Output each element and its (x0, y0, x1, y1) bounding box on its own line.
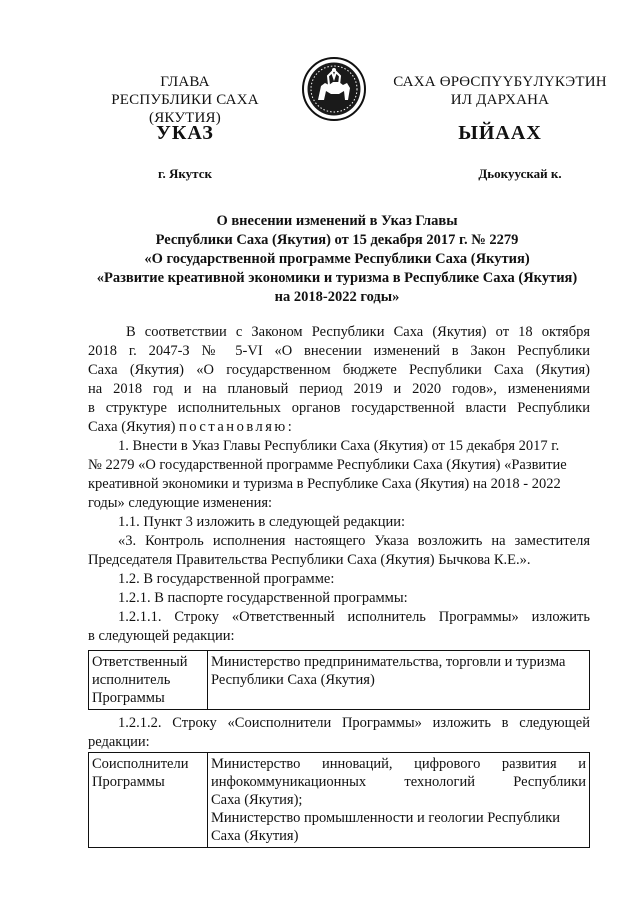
issuer-ru-line2: РЕСПУБЛИКИ САХА (ЯКУТИЯ) (111, 92, 259, 126)
body-text: Саха (Якутия) (88, 419, 180, 435)
decree-body-continued (88, 714, 590, 752)
body-line: Саха (Якутия) «О государственном бюджете Республики Саха (Якутия) (88, 362, 590, 378)
cell-line: Программы (92, 690, 165, 706)
body-line: в следующей редакции: (88, 628, 235, 644)
cell-line: Ответственный (92, 654, 188, 670)
table-row (89, 753, 590, 848)
resolution-word: постановляю: (179, 419, 295, 435)
body-line: Председателя Правительства Республики Саха (Якутия) Бычкова К.Е.». (88, 552, 531, 568)
title-line: на 2018-2022 годы» (274, 289, 400, 305)
title-line: «О государственной программе Республики Саха (Якутия) (144, 251, 530, 267)
body-line: на 2018 год и на плановый период 2019 и 2020 годов», изменениями (88, 381, 590, 397)
cell-line: инфокоммуникационных технологий Республики (211, 774, 586, 790)
issuer-sakha (380, 73, 620, 109)
city-sakha: Дьокуускай к. (478, 166, 562, 181)
body-line: в структуре исполнительных органов государственной власти Республики (88, 400, 590, 416)
issuer-ru-line1: ГЛАВА (160, 74, 210, 90)
body-line: 1. Внести в Указ Главы Республики Саха (Якутия) от 15 декабря 2017 г. (118, 438, 560, 454)
body-line: годы» следующие изменения: (88, 495, 273, 511)
issuer-sakha-line1: САХА ӨРӨСПҮҮБҮЛҮКЭТИН (393, 74, 607, 90)
cell-line: исполнитель (92, 672, 171, 688)
body-line: «3. Контроль исполнения настоящего Указа возложить на заместителя (118, 533, 590, 549)
city-ru: г. Якутск (158, 166, 212, 181)
table-label-cell (89, 753, 208, 848)
cell-line: Министерство предпринимательства, торговли и туризма (211, 654, 566, 670)
table-row (89, 651, 590, 710)
body-line: В соответствии с Законом Республики Саха (Якутия) от 18 октября (126, 324, 590, 340)
decree-body (88, 323, 590, 646)
body-line (88, 418, 590, 437)
table-value-cell (208, 753, 590, 848)
cell-line: Министерство промышленности и геологии Республики (211, 810, 561, 826)
body-line: креативной экономики и туризма в Республике Саха (Якутия) на 2018 - 2022 (88, 476, 561, 492)
doc-kind-ru: УКАЗ (156, 122, 214, 144)
cell-line: Министерство инноваций, цифрового развития и (211, 756, 586, 772)
cell-line: Республики Саха (Якутия) (211, 672, 375, 688)
body-line: 1.2. В государственной программе: (118, 571, 335, 587)
issuer-sakha-line2: ИЛ ДАРХАНА (450, 92, 550, 108)
cell-line: Соисполнители (92, 756, 189, 772)
body-line: 1.2.1.1. Строку «Ответственный исполнитель Программы» изложить (118, 609, 590, 625)
coat-of-arms-emblem (301, 56, 367, 122)
body-line: 1.1. Пункт 3 изложить в следующей редакции: (118, 514, 406, 530)
body-line: 1.2.1.2. Строку «Соисполнители Программы» изложить в следующей (118, 715, 590, 731)
decree-title (84, 212, 590, 307)
body-line: 2018 г. 2047-З № 5-VI «О внесении изменений в Закон Республики (88, 343, 590, 359)
table-value-cell (208, 651, 590, 710)
issuer-ru (80, 73, 290, 127)
responsible-executor-table (88, 650, 590, 710)
doc-kind-sakha: ЫЙААХ (458, 122, 542, 144)
body-line: № 2279 «О государственной программе Республики Саха (Якутия) «Развитие (88, 457, 567, 473)
title-line: О внесении изменений в Указ Главы (216, 213, 458, 229)
title-line: Республики Саха (Якутия) от 15 декабря 2017 г. № 2279 (155, 232, 519, 248)
cell-line: Саха (Якутия); (211, 792, 303, 808)
body-line: 1.2.1. В паспорте государственной программы: (118, 590, 408, 606)
title-line: «Развитие креативной экономики и туризма в Республике Саха (Якутия) (96, 270, 578, 286)
co-executors-table (88, 752, 590, 848)
body-line: редакции: (88, 734, 150, 750)
cell-line: Саха (Якутия) (211, 828, 299, 844)
cell-line: Программы (92, 774, 165, 790)
table-label-cell (89, 651, 208, 710)
